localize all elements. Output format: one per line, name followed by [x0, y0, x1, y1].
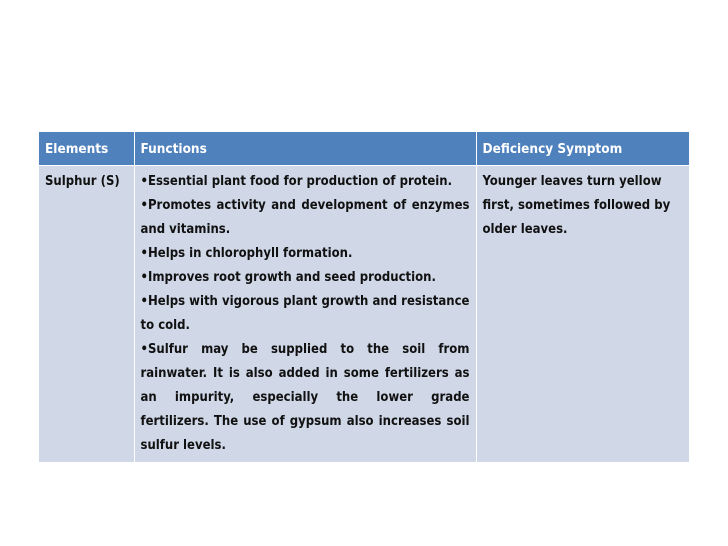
table-body — [39, 166, 689, 463]
function-item: •Helps with vigorous plant growth and resistance to cold. — [140, 294, 470, 333]
function-item: •Improves root growth and seed production. — [140, 270, 436, 285]
header-functions: Functions — [134, 132, 476, 166]
header-elements: Elements — [39, 132, 134, 166]
function-item: •Promotes activity and development of enzymes and vitamins. — [140, 198, 470, 237]
nutrient-table — [39, 132, 689, 462]
table-row — [39, 166, 689, 463]
deficiency-symptom-text: Younger leaves turn yellow first, sometimes followed by older leaves. — [482, 174, 671, 237]
header-row — [39, 132, 689, 166]
header-deficiency-symptom: Deficiency Symptom — [476, 132, 689, 166]
cell-functions — [134, 166, 476, 463]
function-item: •Helps in chlorophyll formation. — [140, 246, 353, 261]
function-item: •Sulfur may be supplied to the soil from rainwater. It is also added in some fertilizers as an impurity, especially the lower grade fertilizers. The use of gypsum also increases soil sulfur levels. — [140, 342, 470, 453]
table-header — [39, 132, 689, 166]
cell-deficiency-symptom — [476, 166, 689, 463]
function-item: •Essential plant food for production of protein. — [140, 174, 453, 189]
cell-element: Sulphur (S) — [39, 166, 134, 463]
